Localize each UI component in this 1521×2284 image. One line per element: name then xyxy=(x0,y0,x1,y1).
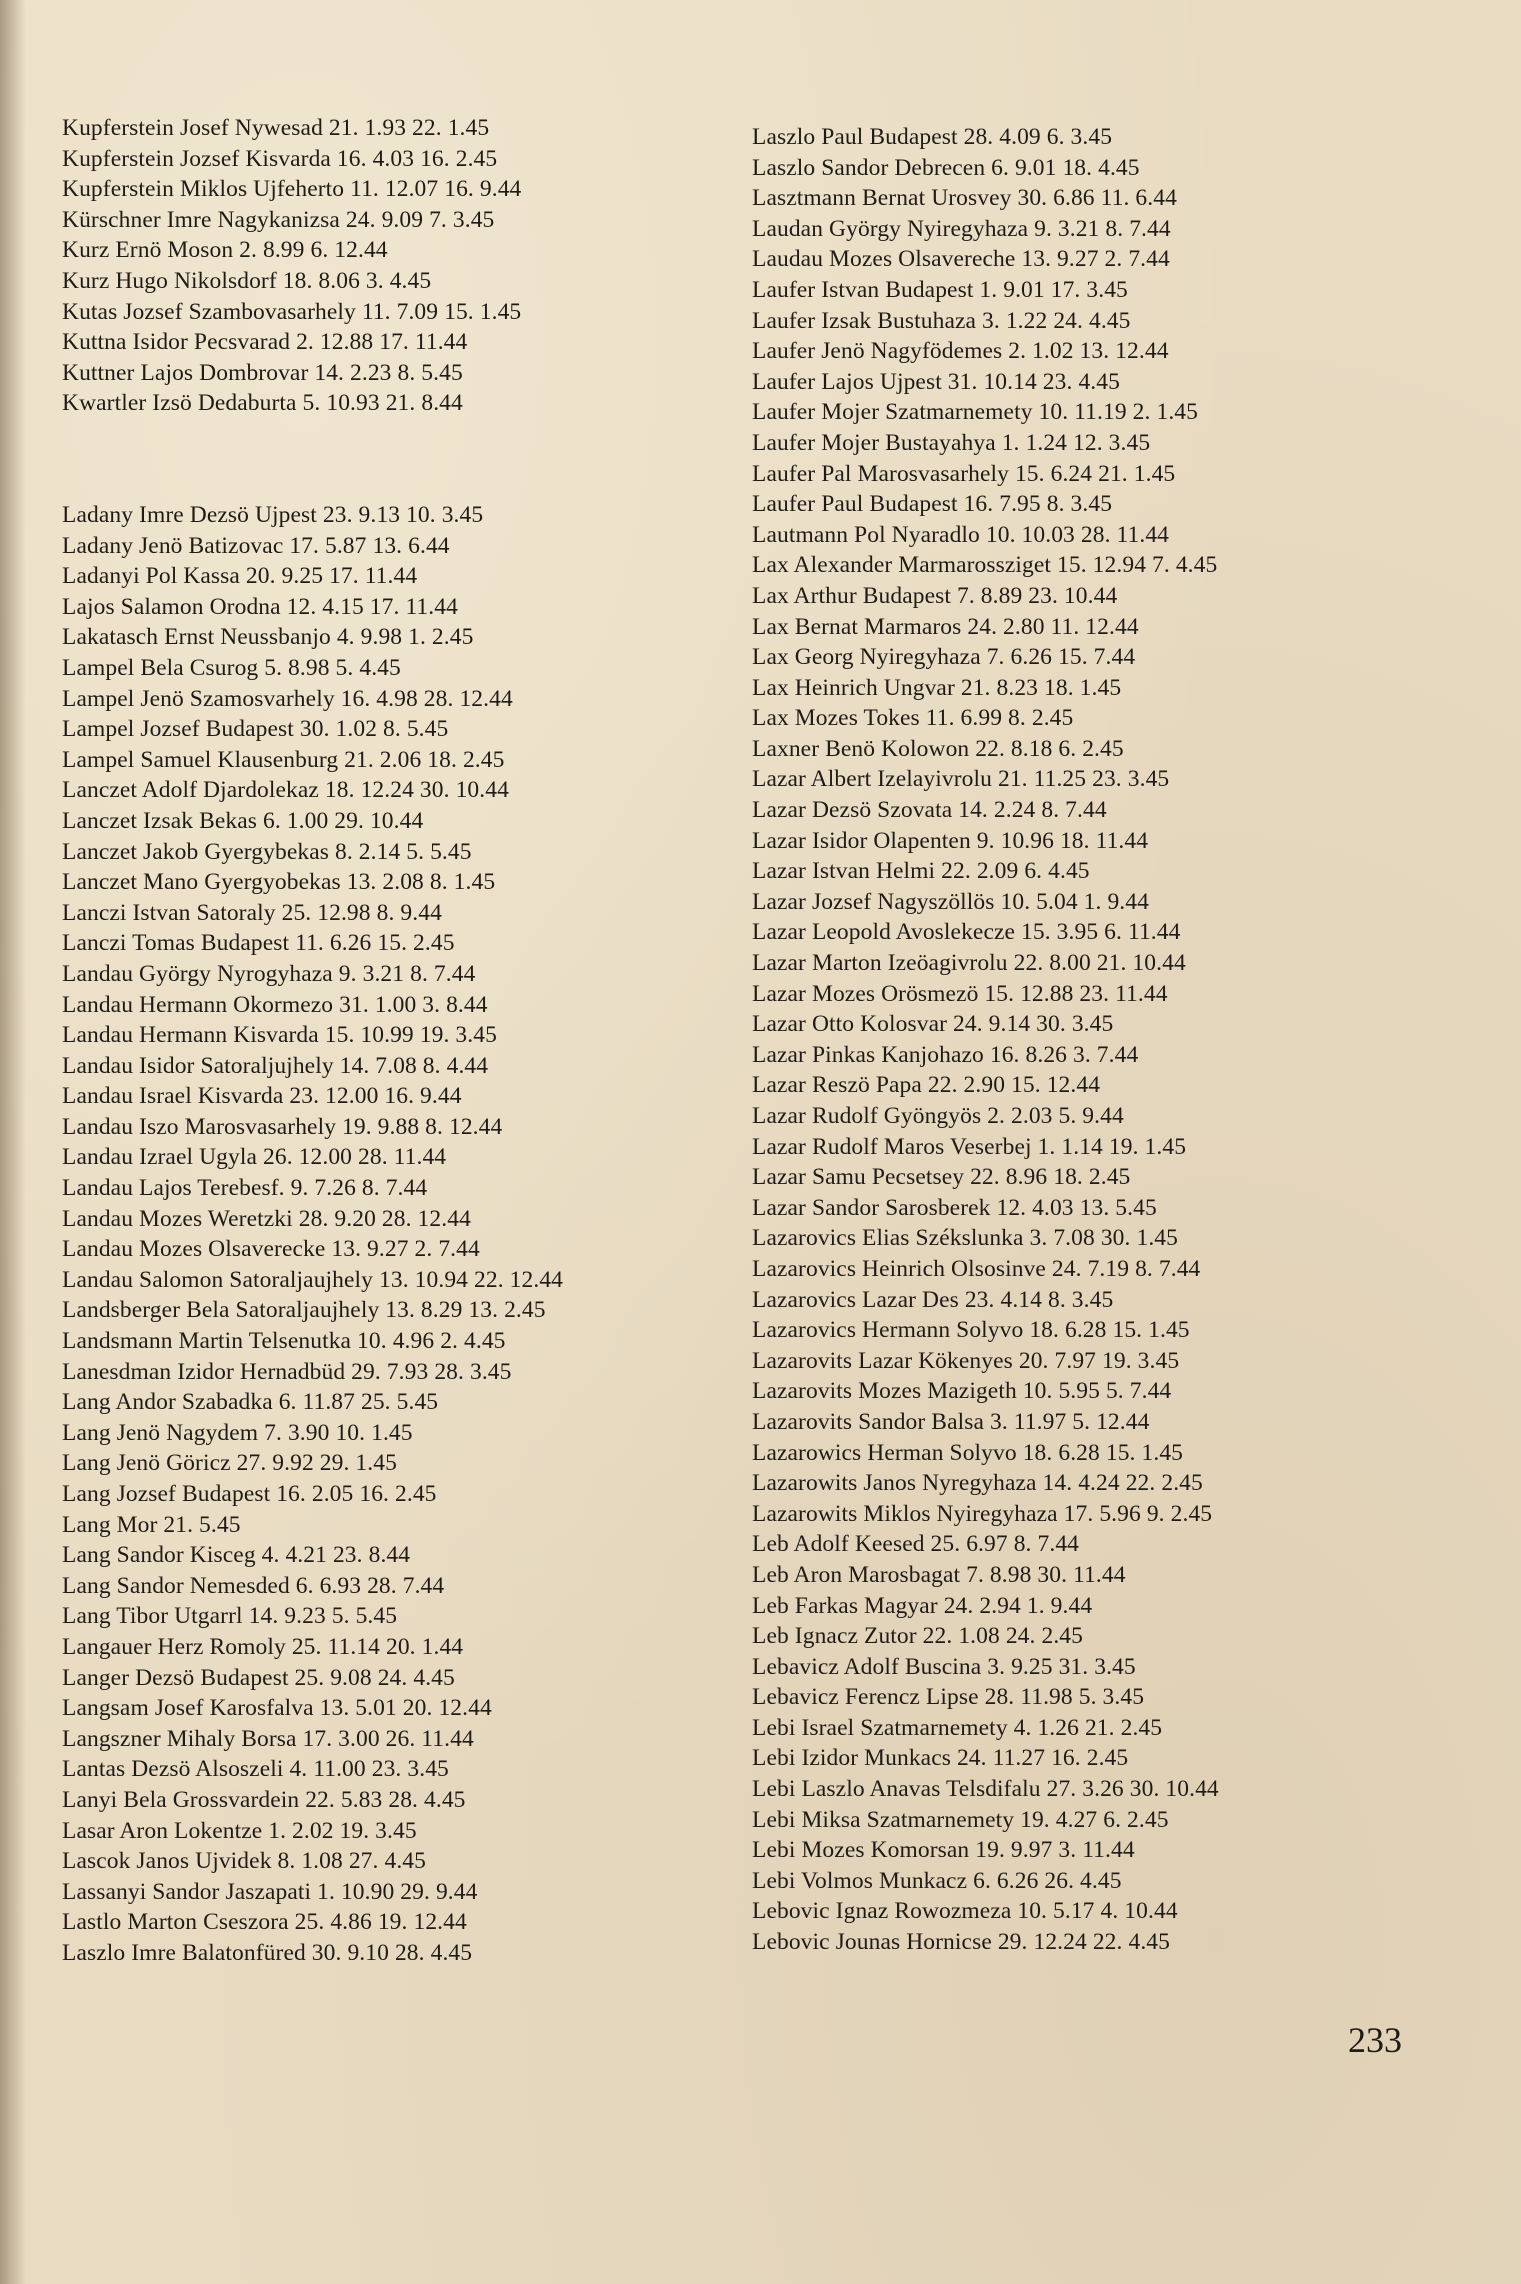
list-entry: Kupferstein Josef Nywesad 21. 1.93 22. 1.45 xyxy=(62,115,490,141)
list-entry: Lazarovits Mozes Mazigeth 10. 5.95 5. 7.44 xyxy=(752,1378,1172,1405)
list-entry: Lantas Dezsö Alsoszeli 4. 11.00 23. 3.45 xyxy=(62,1756,449,1783)
list-entry: Lasztmann Bernat Urosvey 30. 6.86 11. 6.44 xyxy=(752,185,1177,212)
list-entry: Lazar Otto Kolosvar 24. 9.14 30. 3.45 xyxy=(752,1011,1114,1038)
list-entry: Ladanyi Pol Kassa 20. 9.25 17. 11.44 xyxy=(62,563,418,590)
list-entry: Landau Mozes Olsaverecke 13. 9.27 2. 7.44 xyxy=(62,1236,480,1263)
list-entry: Lazarovits Sandor Balsa 3. 11.97 5. 12.44 xyxy=(752,1408,1150,1435)
list-entry: Lax Arthur Budapest 7. 8.89 23. 10.44 xyxy=(752,582,1118,609)
list-entry: Lebi Israel Szatmarnemety 4. 1.26 21. 2.45 xyxy=(752,1714,1163,1741)
list-entry: Landsberger Bela Satoraljaujhely 13. 8.29 13. 2.45 xyxy=(62,1297,546,1324)
list-entry: Lastlo Marton Cseszora 25. 4.86 19. 12.44 xyxy=(62,1909,467,1936)
list-entry: Lazarowics Herman Solyvo 18. 6.28 15. 1.45 xyxy=(752,1439,1184,1466)
list-entry: Lebovic Jounas Hornicse 29. 12.24 22. 4.45 xyxy=(752,1929,1170,1956)
list-entry: Lampel Jenö Szamosvarhely 16. 4.98 28. 12.44 xyxy=(62,685,513,712)
list-entry: Lazar Pinkas Kanjohazo 16. 8.26 3. 7.44 xyxy=(752,1041,1139,1068)
list-entry: Lazar Dezsö Szovata 14. 2.24 8. 7.44 xyxy=(752,797,1107,824)
list-entry: Laufer Jenö Nagyfödemes 2. 1.02 13. 12.44 xyxy=(752,338,1169,365)
list-entry: Lang Sandor Nemesded 6. 6.93 28. 7.44 xyxy=(62,1572,445,1599)
list-entry: Lax Alexander Marmarossziget 15. 12.94 7. 4.45 xyxy=(752,552,1218,579)
list-entry: Kwartler Izsö Dedaburta 5. 10.93 21. 8.44 xyxy=(62,390,463,417)
list-entry: Laszlo Sandor Debrecen 6. 9.01 18. 4.45 xyxy=(752,154,1140,181)
list-entry: Lebi Volmos Munkacz 6. 6.26 26. 4.45 xyxy=(752,1867,1122,1894)
list-entry: Lax Bernat Marmaros 24. 2.80 11. 12.44 xyxy=(752,613,1139,640)
list-entry: Landau Iszo Marosvasarhely 19. 9.88 8. 12.44 xyxy=(62,1113,503,1140)
list-entry: Kürschner Imre Nagykanizsa 24. 9.09 7. 3.45 xyxy=(62,206,495,233)
list-entry: Lebi Izidor Munkacs 24. 11.27 16. 2.45 xyxy=(752,1745,1129,1772)
list-entry: Kupferstein Miklos Ujfeherto 11. 12.07 16. 9.44 xyxy=(62,176,522,203)
list-entry: Landau Israel Kisvarda 23. 12.00 16. 9.44 xyxy=(62,1083,462,1110)
list-entry: Landau Lajos Terebesf. 9. 7.26 8. 7.44 xyxy=(62,1175,428,1202)
list-entry: Lazarovics Lazar Des 23. 4.14 8. 3.45 xyxy=(752,1286,1114,1313)
list-entry: Laufer Lajos Ujpest 31. 10.14 23. 4.45 xyxy=(752,368,1120,395)
list-entry: Lazarovits Lazar Kökenyes 20. 7.97 19. 3.45 xyxy=(752,1347,1180,1374)
list-entry: Lazarowits Miklos Nyiregyhaza 17. 5.96 9. 2.45 xyxy=(752,1500,1213,1527)
list-entry: Lanczet Adolf Djardolekaz 18. 12.24 30. 10.44 xyxy=(62,777,509,804)
list-entry: Langszner Mihaly Borsa 17. 3.00 26. 11.44 xyxy=(62,1725,474,1752)
list-entry: Lang Jozsef Budapest 16. 2.05 16. 2.45 xyxy=(62,1481,437,1507)
list-entry: Lazar Albert Izelayivrolu 21. 11.25 23. 3.45 xyxy=(752,766,1170,793)
list-entry: Lang Sandor Kisceg 4. 4.21 23. 8.44 xyxy=(62,1542,411,1569)
list-entry: Landau György Nyrogyhaza 9. 3.21 8. 7.44 xyxy=(62,960,476,987)
list-entry: Langer Dezsö Budapest 25. 9.08 24. 4.45 xyxy=(62,1664,455,1691)
list-entry: Kuttna Isidor Pecsvarad 2. 12.88 17. 11.44 xyxy=(62,329,468,356)
page-number: 233 xyxy=(1348,2020,1402,2060)
left-column-bottom-list xyxy=(62,500,563,1969)
list-entry: Lebavicz Adolf Buscina 3. 9.25 31. 3.45 xyxy=(752,1653,1136,1680)
list-entry: Lampel Samuel Klausenburg 21. 2.06 18. 2.45 xyxy=(62,746,505,773)
left-column-top-list xyxy=(62,113,521,419)
list-entry: Lanesdman Izidor Hernadbüd 29. 7.93 28. 3.45 xyxy=(62,1358,512,1385)
list-entry: Lebi Mozes Komorsan 19. 9.97 3. 11.44 xyxy=(752,1837,1135,1864)
list-entry: Laszlo Imre Balatonfüred 30. 9.10 28. 4.45 xyxy=(62,1939,473,1966)
list-entry: Laufer Paul Budapest 16. 7.95 8. 3.45 xyxy=(752,491,1113,518)
list-entry: Kurz Hugo Nikolsdorf 18. 8.06 3. 4.45 xyxy=(62,267,432,294)
list-entry: Landau Izrael Ugyla 26. 12.00 28. 11.44 xyxy=(62,1144,447,1171)
list-entry: Lazar Samu Pecsetsey 22. 8.96 18. 2.45 xyxy=(752,1164,1131,1191)
right-column-list xyxy=(752,122,1219,1958)
list-entry: Lazarovics Heinrich Olsosinve 24. 7.19 8. 7.44 xyxy=(752,1255,1201,1282)
list-entry: Laufer Pal Marosvasarhely 15. 6.24 21. 1.45 xyxy=(752,460,1176,487)
list-entry: Ladany Jenö Batizovac 17. 5.87 13. 6.44 xyxy=(62,532,450,559)
list-entry: Lasar Aron Lokentze 1. 2.02 19. 3.45 xyxy=(62,1817,417,1844)
list-entry: Leb Ignacz Zutor 22. 1.08 24. 2.45 xyxy=(752,1623,1084,1650)
list-entry: Lang Jenö Göricz 27. 9.92 29. 1.45 xyxy=(62,1450,397,1477)
list-entry: Lassanyi Sandor Jaszapati 1. 10.90 29. 9.44 xyxy=(62,1878,478,1905)
list-entry: Lakatasch Ernst Neussbanjo 4. 9.98 1. 2.45 xyxy=(62,624,474,651)
list-entry: Lazar Sandor Sarosberek 12. 4.03 13. 5.45 xyxy=(752,1194,1157,1221)
list-entry: Lebavicz Ferencz Lipse 28. 11.98 5. 3.45 xyxy=(752,1684,1145,1711)
list-entry: Lazar Leopold Avoslekecze 15. 3.95 6. 11.44 xyxy=(752,919,1181,946)
list-entry: Kutas Jozsef Szambovasarhely 11. 7.09 15. 1.45 xyxy=(62,298,522,325)
list-entry: Lanczet Mano Gyergyobekas 13. 2.08 8. 1.45 xyxy=(62,869,496,896)
list-entry: Laxner Benö Kolowon 22. 8.18 6. 2.45 xyxy=(752,735,1124,762)
list-entry: Lascok Janos Ujvidek 8. 1.08 27. 4.45 xyxy=(62,1848,426,1875)
list-entry: Landsmann Martin Telsenutka 10. 4.96 2. 4.45 xyxy=(62,1328,506,1355)
list-entry: Lanczi Tomas Budapest 11. 6.26 15. 2.45 xyxy=(62,930,455,957)
list-entry: Lebovic Ignaz Rowozmeza 10. 5.17 4. 10.44 xyxy=(752,1898,1178,1925)
list-entry: Laufer Mojer Bustayahya 1. 1.24 12. 3.45 xyxy=(752,429,1151,456)
list-entry: Lebi Miksa Szatmarnemety 19. 4.27 6. 2.45 xyxy=(752,1806,1169,1833)
list-entry: Lazar Rudolf Maros Veserbej 1. 1.14 19. 1.45 xyxy=(752,1133,1187,1160)
list-entry: Kupferstein Jozsef Kisvarda 16. 4.03 16. 2.45 xyxy=(62,145,498,172)
list-entry: Lang Andor Szabadka 6. 11.87 25. 5.45 xyxy=(62,1389,439,1416)
list-entry: Lebi Laszlo Anavas Telsdifalu 27. 3.26 30. 10.44 xyxy=(752,1776,1219,1803)
list-entry: Landau Isidor Satoraljujhely 14. 7.08 8. 4.44 xyxy=(62,1052,489,1079)
list-entry: Laszlo Paul Budapest 28. 4.09 6. 3.45 xyxy=(752,124,1113,150)
list-entry: Lanczet Jakob Gyergybekas 8. 2.14 5. 5.45 xyxy=(62,838,472,865)
list-entry: Landau Hermann Kisvarda 15. 10.99 19. 3.45 xyxy=(62,1022,497,1049)
list-entry: Lax Heinrich Ungvar 21. 8.23 18. 1.45 xyxy=(752,674,1122,701)
list-entry: Lax Georg Nyiregyhaza 7. 6.26 15. 7.44 xyxy=(752,644,1136,671)
list-entry: Leb Farkas Magyar 24. 2.94 1. 9.44 xyxy=(752,1592,1093,1619)
list-entry: Lautmann Pol Nyaradlo 10. 10.03 28. 11.44 xyxy=(752,521,1170,548)
list-entry: Lazar Mozes Orösmezö 15. 12.88 23. 11.44 xyxy=(752,980,1168,1007)
list-entry: Langsam Josef Karosfalva 13. 5.01 20. 12.44 xyxy=(62,1695,492,1722)
list-entry: Lazarowits Janos Nyregyhaza 14. 4.24 22. 2.45 xyxy=(752,1470,1203,1497)
list-entry: Lazar Isidor Olapenten 9. 10.96 18. 11.44 xyxy=(752,827,1149,854)
list-entry: Laufer Izsak Bustuhaza 3. 1.22 24. 4.45 xyxy=(752,307,1131,334)
list-entry: Laudau Mozes Olsavereche 13. 9.27 2. 7.44 xyxy=(752,246,1170,273)
spine-shadow xyxy=(0,0,26,2284)
list-entry: Lang Mor 21. 5.45 xyxy=(62,1511,241,1538)
list-entry: Laufer Istvan Budapest 1. 9.01 17. 3.45 xyxy=(752,276,1128,303)
list-entry: Lazar Reszö Papa 22. 2.90 15. 12.44 xyxy=(752,1072,1101,1099)
list-entry: Laudan György Nyiregyhaza 9. 3.21 8. 7.44 xyxy=(752,215,1171,242)
list-entry: Lazar Jozsef Nagyszöllös 10. 5.04 1. 9.44 xyxy=(752,888,1149,915)
list-entry: Ladany Imre Dezsö Ujpest 23. 9.13 10. 3.45 xyxy=(62,502,484,528)
list-entry: Lampel Bela Csurog 5. 8.98 5. 4.45 xyxy=(62,654,401,681)
list-entry: Lanczet Izsak Bekas 6. 1.00 29. 10.44 xyxy=(62,807,424,834)
list-entry: Lax Mozes Tokes 11. 6.99 8. 2.45 xyxy=(752,705,1074,732)
list-entry: Landau Hermann Okormezo 31. 1.00 3. 8.44 xyxy=(62,991,488,1018)
list-entry: Lampel Jozsef Budapest 30. 1.02 8. 5.45 xyxy=(62,716,449,743)
list-entry: Lazar Rudolf Gyöngyös 2. 2.03 5. 9.44 xyxy=(752,1103,1124,1129)
list-entry: Lazarovics Elias Székslunka 3. 7.08 30. 1.45 xyxy=(752,1225,1178,1252)
list-entry: Lang Tibor Utgarrl 14. 9.23 5. 5.45 xyxy=(62,1603,398,1630)
list-entry: Laufer Mojer Szatmarnemety 10. 11.19 2. 1.45 xyxy=(752,399,1198,426)
list-entry: Lang Jenö Nagydem 7. 3.90 10. 1.45 xyxy=(62,1419,413,1446)
list-entry: Landau Mozes Weretzki 28. 9.20 28. 12.44 xyxy=(62,1205,471,1232)
list-entry: Lazarovics Hermann Solyvo 18. 6.28 15. 1.45 xyxy=(752,1317,1190,1344)
list-entry: Lazar Marton Izeöagivrolu 22. 8.00 21. 10.44 xyxy=(752,950,1186,977)
list-entry: Landau Salomon Satoraljaujhely 13. 10.94 22. 12.44 xyxy=(62,1266,564,1293)
list-entry: Lanyi Bela Grossvardein 22. 5.83 28. 4.45 xyxy=(62,1786,466,1813)
list-entry: Lajos Salamon Orodna 12. 4.15 17. 11.44 xyxy=(62,593,458,620)
list-entry: Leb Adolf Keesed 25. 6.97 8. 7.44 xyxy=(752,1531,1080,1558)
list-entry: Lanczi Istvan Satoraly 25. 12.98 8. 9.44 xyxy=(62,899,442,926)
list-entry: Kuttner Lajos Dombrovar 14. 2.23 8. 5.45 xyxy=(62,359,463,386)
list-entry: Kurz Ernö Moson 2. 8.99 6. 12.44 xyxy=(62,237,388,264)
list-entry: Langauer Herz Romoly 25. 11.14 20. 1.44 xyxy=(62,1633,464,1660)
list-entry: Lazar Istvan Helmi 22. 2.09 6. 4.45 xyxy=(752,858,1090,885)
list-entry: Leb Aron Marosbagat 7. 8.98 30. 11.44 xyxy=(752,1561,1126,1588)
